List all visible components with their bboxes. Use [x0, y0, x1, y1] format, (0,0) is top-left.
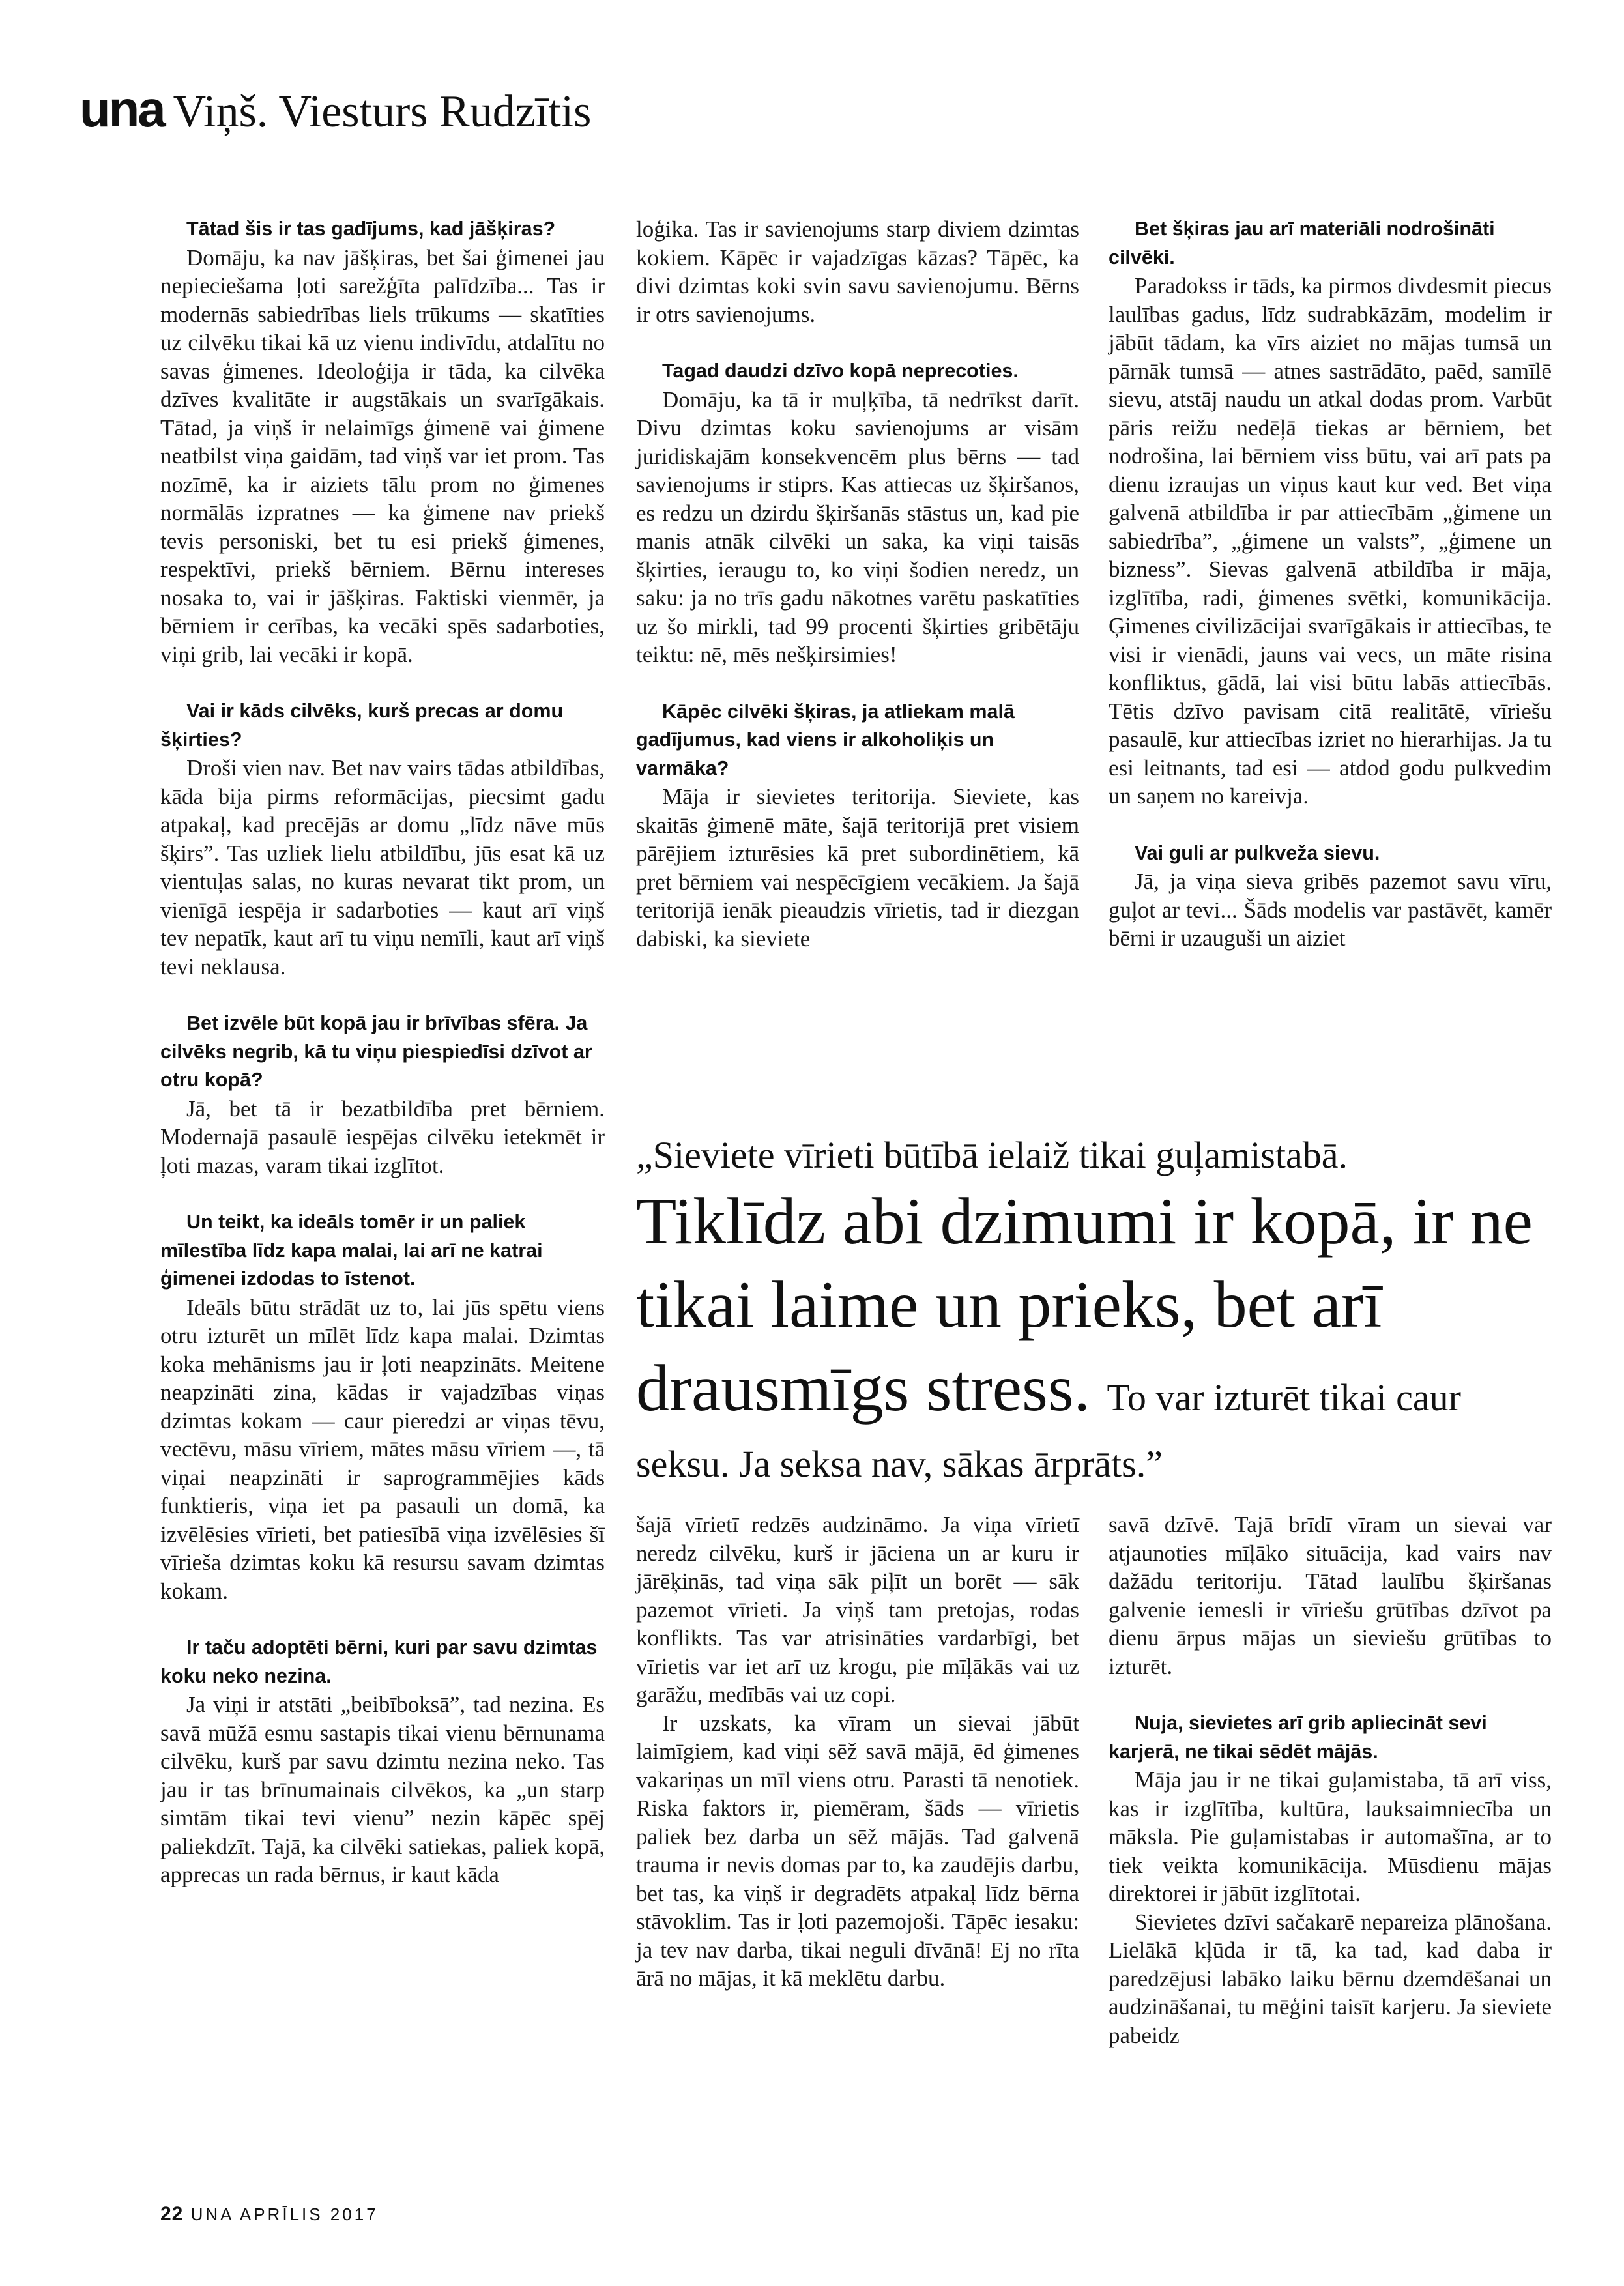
interview-answer: Jā, bet tā ir bezatbildība pret bērniem. Modernajā pasaulē iespējas cilvēku ietekmēt ir ļoti mazas, varam tikai izglītot. [160, 1095, 605, 1178]
interview-answer: Māja ir sievietes teritorija. Sieviete, kas skaitās ģimenē māte, šajā teritorijā pret visiem pārējiem izturēsies kā pret subordinētiem, kā pret bērniem vai nespēcīgiem vecākiem. Ja šajā teritorijā ienāk pieaudzis vīrietis, tad ir diezgan dabiski, ka sieviete [636, 784, 1079, 951]
pull-quote-line: seksu. Ja seksa nav, sākas ārprāts.” [636, 1443, 1163, 1485]
interview-answer: Jā, ja viņa sieva gribēs pazemot savu vīru, guļot ar tevi... Šāds modelis var pastāvēt, kamēr bērni ir uzauguši un aiziet [1109, 869, 1552, 951]
footer-magazine: UNA [190, 2205, 234, 2224]
magazine-logo: una [80, 80, 164, 137]
interview-answer: šajā vīrietī redzēs audzināmo. Ja viņa vīrietī neredz cilvēku, kurš ir jāciena un ar kuru ir jārēķinās, tad viņa sāk piļīt un borēt — sāk pazemot vīrieti. Ja viņš tam pretojas, rodas konflikts. Tas var atrisināties vardarbīgi, bet vīrietis var iet arī uz krogu, pie mīļākās vai uz garāžu, medībās vai uz copi. [636, 1512, 1079, 1707]
interview-answer: Droši vien nav. Bet nav vairs tādas atbildības, kāda bija pirms reformācijas, piecsimt gadu atpakaļ, kad precējās ar domu „līdz nāve mūs šķirs”. Tas uzliek lielu atbildību, jūs esat kā uz vientuļas salas, no kuras nevarat tikt prom, un vienīgā iespēja ir sadarboties — kaut arī viņš tev nepatīk, kaut arī tu viņu nemīli, kaut arī viņš tevi neklausa. [160, 755, 605, 979]
column-2-lower [636, 1511, 1079, 1993]
interview-question: Ir taču adoptēti bērni, kuri par savu dzimtas koku neko nezina. [160, 1636, 598, 1687]
interview-answer: loģika. Tas ir savienojums starp diviem dzimtas kokiem. Kāpēc ir vajadzīgas kāzas? Tāpēc, ka divi dzimtas koki svin savu savienojumu. Bērns ir otrs savienojums. [636, 216, 1079, 327]
interview-question: Kāpēc cilvēki šķiras, ja atliekam malā gadījumus, kad viens ir alkoholiķis un varmāka? [636, 700, 1015, 779]
interview-answer: Ja viņi ir atstāti „beibīboksā”, tad nezina. Es savā mūžā esmu sastapis tikai vienu bērnunama cilvēku, kurš par savu dzimtu nezina neko. Tas jau ir tas brīnumainais cilvēkos, ka „un starp simtām tikai tevi vienu” nezin kāpēc spēj paliekdzīt. Tajā, ka cilvēki satiekas, paliek kopā, apprecas un rada bērnus, ir kaut kāda [160, 1692, 605, 1887]
pull-quote-line: tikai laime un prieks, bet arī [636, 1268, 1382, 1342]
interview-question: Vai guli ar pulkveža sievu. [1135, 841, 1380, 864]
page-number: 22 [160, 2203, 184, 2225]
pull-quote-line: drausmīgs stress. [636, 1352, 1090, 1425]
page-footer [160, 2203, 379, 2225]
interview-answer: savā dzīvē. Tajā brīdī vīram un sievai var atjaunoties mīļāko situācija, kad vairs nav dažādu teritoriju. Tātad laulību šķiršanas galvenie iemesli ir vīriešu grūtības dzīvot pa dienu ārpus mājas un sieviešu grūtības to izturēt. [1109, 1512, 1552, 1679]
interview-question: Bet izvēle būt kopā jau ir brīvības sfēra. Ja cilvēks negrib, kā tu viņu piespiedīsi dzīvot ar otru kopā? [160, 1012, 592, 1091]
pull-quote-line: „Sieviete vīrieti būtībā ielaiž tikai guļamistabā. [636, 1134, 1348, 1176]
footer-issue: APRĪLIS 2017 [239, 2205, 379, 2224]
section-title: Viņš. Viesturs Rudzītis [173, 87, 592, 137]
interview-answer: Ideāls būtu strādāt uz to, lai jūs spētu viens otru izturēt un mīlēt līdz kapa malai. Dzimtas koka mehānisms jau ir ļoti neapzināts. Meitene neapzināti zina, kādas ir vajadzības viņas dzimtas kokam — caur pieredzi ar viņas tēvu, vectēvu, māsu vīriem, mātes māsu vīriem —, tā viņai neapzināti ir saprogrammējies kāds funktieris, viņa iet pa pasauli un domā, ka izvēlēsies vīrieti, bet patiesībā viņa izvēlēsies šī vīrieša dzimtas koku kā resursu savam dzimtas kokam. [160, 1294, 605, 1604]
interview-question: Un teikt, ka ideāls tomēr ir un paliek mīlestība līdz kapa malai, lai arī ne katrai ģimenei izdodas to īstenot. [160, 1211, 543, 1290]
column-3-lower [1109, 1511, 1552, 2049]
pull-quote-line: To var izturēt tikai caur [1107, 1376, 1461, 1419]
pull-quote-line: Tiklīdz abi dzimumi ir kopā, ir ne [636, 1185, 1533, 1258]
page-header [80, 80, 591, 151]
column-1 [160, 215, 605, 1889]
interview-answer: Māja jau ir ne tikai guļamistaba, tā arī viss, kas ir izglītība, kultūra, lauksaimniecība un māksla. Pie guļamistabas ir automašīna, ar to tiek veikta komunikācija. Mūsdienu mājas direktorei ir jābūt izglītotai. [1109, 1767, 1552, 1906]
interview-question: Vai ir kāds cilvēks, kurš precas ar domu šķirties? [160, 700, 564, 751]
interview-question: Bet šķiras jau arī materiāli nodrošināti cilvēki. [1109, 218, 1495, 268]
interview-question: Tātad šis ir tas gadījums, kad jāšķiras? [186, 218, 556, 240]
interview-answer: Paradokss ir tāds, ka pirmos divdesmit piecus laulības gadus, līdz sudrabkāzām, modelim ir jābūt tādam, ka vīrs aiziet no mājas tumsā un pārnāk tumsā — atnes sastrādāto, paēd, samīlē sievu, atstāj naudu un atkal dodas prom. Varbūt pāris reižu nedēļā tiekas ar bērniem, bet nodrošina, lai bērniem viss būtu, vai arī pats pa dienu izraujas un viņus kaut kur ved. Bet viņa galvenā atbildība ir par attiecībām „ģimene un sabiedrība”, „ģimene un valsts”, „ģimene un bizness”. Sievas galvenā atbildība ir māja, izglītība, radi, ģimenes svētki, komunikācija. Ģimenes civilizācijai svarīgākais ir attiecības, te visi ir vienādi, jauns vai vecs, un māte risina konfliktus, gādā, lai visi būtu labās attiecībās. Tētis dzīvo pavisam citā realitātē, vīriešu pasaulē, kur attiecības izriet no hierarhijas. Ja tu esi leitnants, tad esi — atdod godu pulkvedim un saņem no kareivja. [1109, 273, 1552, 809]
column-2 [636, 215, 1079, 953]
pull-quote [636, 1131, 1555, 1489]
interview-answer: Ir uzskats, ka vīram un sievai jābūt laimīgiem, kad viņi sēž savā mājā, ēd ģimenes vakariņas un mīl viens otru. Parasti tā nenotiek. Riska faktors ir, piemēram, šāds — vīrietis paliek bez darba un sēž mājās. Tad galvenā trauma ir nevis domas par to, ka zaudējis darbu, bet tas, ka viņš ir degradēts atpakaļ līdz bērna stāvoklim. Tas ir ļoti pazemojoši. Tāpēc iesaku: ja tev nav darba, tikai neguli dīvānā! Ej no rīta ārā no mājas, it kā meklētu darbu. [636, 1710, 1079, 1991]
interview-question: Nuja, sievietes arī grib apliecināt sevi karjerā, ne tikai sēdēt mājās. [1109, 1712, 1487, 1763]
interview-question: Tagad daudzi dzīvo kopā neprecoties. [662, 360, 1019, 382]
interview-answer: Domāju, ka nav jāšķiras, bet šai ģimenei jau nepieciešama ļoti sarežģīta palīdzība... Tas ir modernās sabiedrības liels trūkums — skatīties uz cilvēku tikai kā uz vienu indivīdu, atdalītu no savas ģimenes. Ideoloģija ir tāda, ka cilvēka dzīves kvalitāte ir augstākais un svarīgākais. Tātad, ja viņš ir nelaimīgs ģimenē vai ģimene neatbilst viņa gaidām, tad viņš var iet prom. Tas nozīmē, ka ir aiziets tālu prom no ģimenes normālās izpratnes — ka ģimene nav priekš tevis personiski, bet tu esi priekš ģimenes, respektīvi, priekš bērniem. Bērnu intereses nosaka to, vai ir jāšķiras. Faktiski vienmēr, ja bērniem ir cerības, ka vecāki spēs sadarboties, viņi grib, lai vecāki ir kopā. [160, 244, 605, 667]
interview-answer: Sievietes dzīvi sačakarē nepareiza plānošana. Lielākā kļūda ir tā, ka tad, kad daba ir paredzējusi labāko laiku bērnu dzemdēšanai un audzināšanai, tu mēģini taisīt karjeru. Ja sieviete pabeidz [1109, 1909, 1552, 2048]
interview-answer: Domāju, ka tā ir muļķība, tā nedrīkst darīt. Divu dzimtas koku savienojums ar visām juridiskajām konsekvencēm plus bērns — tad savienojums ir stiprs. Kas attiecas uz šķiršanos, es redzu un dzirdu šķiršanās stāstus un, kad pie manis atnāk cilvēki un saka, ka viņi taisās šķirties, ieraugu to, ko viņi šodien neredz, un saku: ja no trīs gadu nākotnes varētu paskatīties uz šo mirkli, tad 99 procenti šķirties gribētāju teiktu: nē, mēs nešķirsimies! [636, 386, 1079, 667]
column-3 [1109, 215, 1552, 953]
